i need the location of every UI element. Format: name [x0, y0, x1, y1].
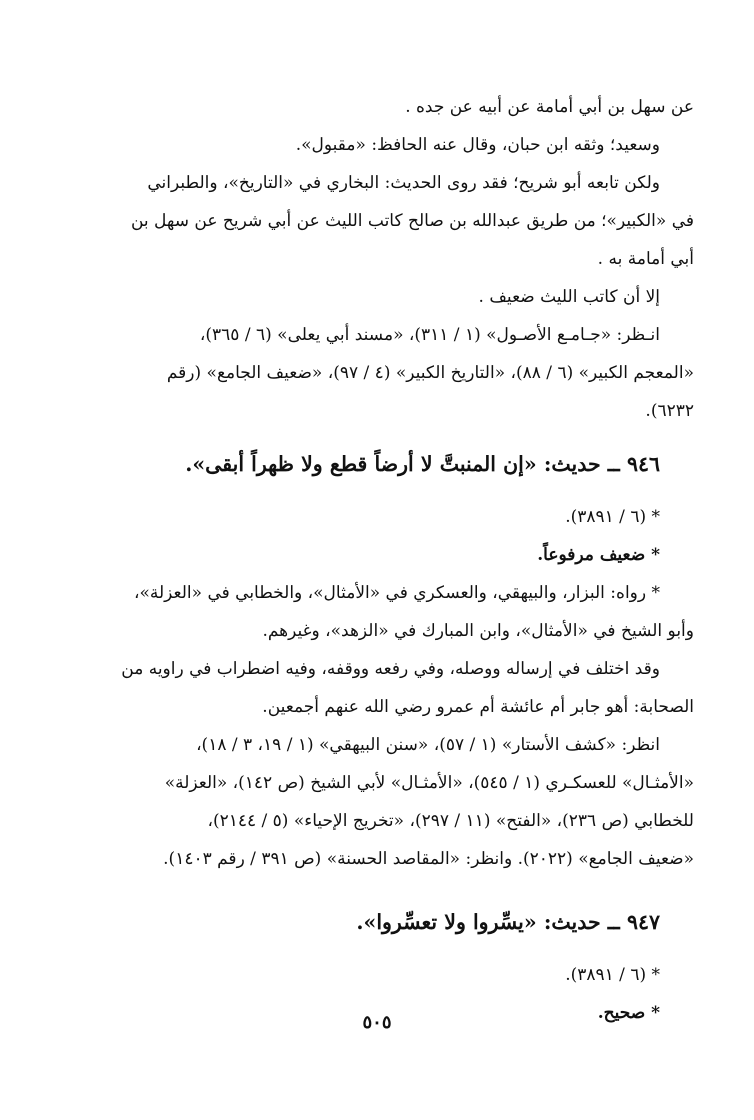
hadith-946-heading: ٩٤٦ ــ حديث: «إن المنبتَّ لا أرضاً قطع ولا ظهراً أبقى».	[185, 452, 660, 476]
reference-line: «الأمثـال» للعسكـري (١ / ٥٤٥)، «الأمثـال» لأبي الشيخ (ص ١٤٢)، «العزلة»	[164, 773, 694, 793]
reference-line: «المعجم الكبير» (٦ / ٨٨)، «التاريخ الكبير» (٤ / ٩٧)، «ضعيف الجامع» (رقم	[166, 363, 694, 383]
grade-line: * ضعيف مرفوعاً.	[537, 545, 660, 565]
grade-line: * صحيح.	[597, 1003, 660, 1023]
reference-line: «ضعيف الجامع» (٢٠٢٢). وانظر: «المقاصد الحسنة» (ص ٣٩١ / رقم ١٤٠٣).	[163, 849, 694, 869]
text-line: إلا أن كاتب الليث ضعيف .	[478, 287, 660, 307]
text-line: * رواه: البزار، والبيهقي، والعسكري في «الأمثال»، والخطابي في «العزلة»،	[133, 583, 660, 603]
reference-line: ٦٢٣٢).	[645, 401, 694, 421]
text-line: أبي أمامة به .	[597, 249, 694, 269]
page-number: ٥٠٥	[362, 1012, 392, 1033]
reference-line: انظر: «كشف الأستار» (١ / ٥٧)، «سنن البيهقي» (١ / ١٩، ٣ / ١٨)،	[196, 735, 660, 755]
text-line: ولكن تابعه أبو شريح؛ فقد روى الحديث: البخاري في «التاريخ»، والطبراني	[147, 173, 660, 193]
page-body	[70, 88, 694, 1032]
volume-ref: * (٦ / ٣٨٩١).	[565, 507, 660, 527]
text-line: عن سهل بن أبي أمامة عن أبيه عن جده .	[405, 97, 694, 117]
text-line: وسعيد؛ وثقه ابن حبان، وقال عنه الحافظ: «مقبول».	[295, 135, 660, 155]
hadith-947-heading: ٩٤٧ ــ حديث: «يسِّروا ولا تعسِّروا».	[356, 910, 660, 934]
text-line: وقد اختلف في إرساله ووصله، وفي رفعه ووقفه، وفيه اضطراب في راويه من	[121, 659, 660, 679]
volume-ref: * (٦ / ٣٨٩١).	[565, 965, 660, 985]
reference-line: انـظر: «جـامـع الأصـول» (١ / ٣١١)، «مسند أبي يعلى» (٦ / ٣٦٥)،	[199, 325, 660, 345]
text-line: الصحابة: أهو جابر أم عائشة أم عمرو رضي الله عنهم أجمعين.	[262, 697, 694, 717]
text-line: في «الكبير»؛ من طريق عبدالله بن صالح كاتب الليث عن أبي شريح عن سهل بن	[130, 211, 694, 231]
reference-line: للخطابي (ص ٢٣٦)، «الفتح» (١١ / ٢٩٧)، «تخريج الإحياء» (٥ / ٢١٤٤)،	[207, 811, 694, 831]
text-line: وأبو الشيخ في «الأمثال»، وابن المبارك في «الزهد»، وغيرهم.	[262, 621, 694, 641]
